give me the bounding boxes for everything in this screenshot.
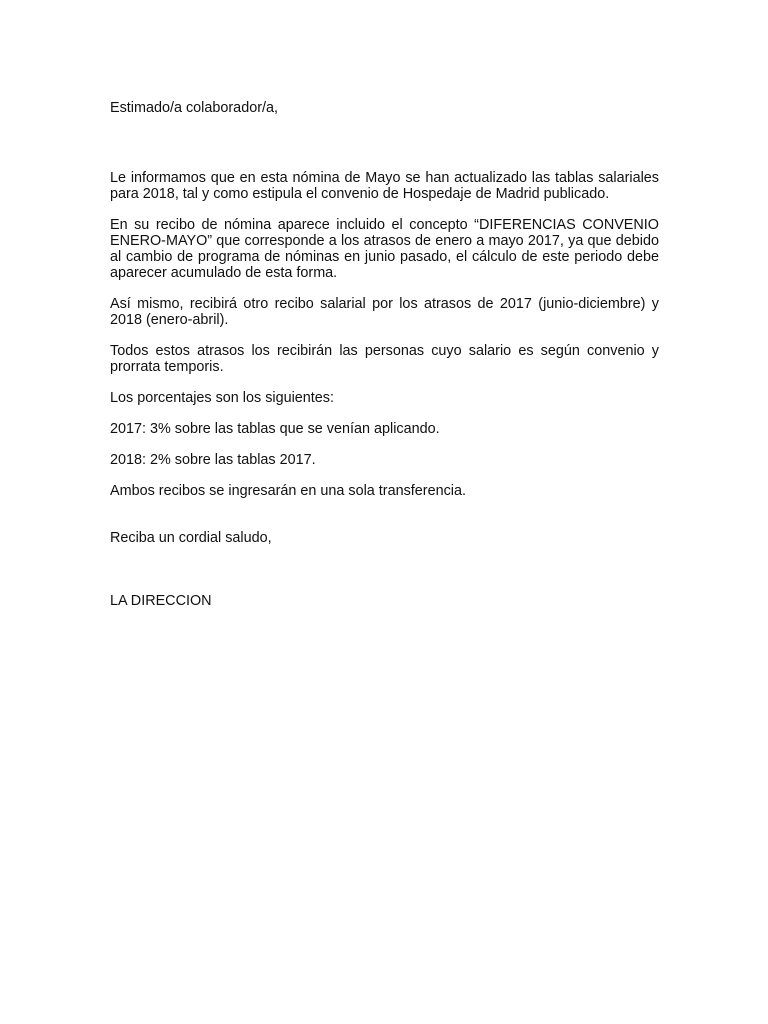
letter-closing: Reciba un cordial saludo, bbox=[110, 530, 272, 546]
paragraph-percentage-2017: 2017: 3% sobre las tablas que se venían aplicando. bbox=[110, 421, 440, 437]
paragraph-percentage-2018: 2018: 2% sobre las tablas 2017. bbox=[110, 452, 316, 468]
paragraph-percentages-intro: Los porcentajes son los siguientes: bbox=[110, 390, 334, 406]
paragraph-eligibility: Todos estos atrasos los recibirán las personas cuyo salario es según convenio y prorrata temporis. bbox=[110, 343, 659, 375]
paragraph-payslip-concept: En su recibo de nómina aparece incluido el concepto “DIFERENCIAS CONVENIO ENERO-MAYO” que corresponde a los atrasos de enero a mayo 2017, ya que debido al cambio de programa de nóminas en junio pasado, el cálculo de este periodo debe aparecer acumulado de esta forma. bbox=[110, 217, 659, 281]
letter-greeting: Estimado/a colaborador/a, bbox=[110, 100, 278, 116]
paragraph-additional-receipt: Así mismo, recibirá otro recibo salarial por los atrasos de 2017 (junio-diciembre) y 2018 (enero-abril). bbox=[110, 296, 659, 328]
letter-signature: LA DIRECCION bbox=[110, 593, 212, 609]
paragraph-transfer: Ambos recibos se ingresarán en una sola transferencia. bbox=[110, 483, 466, 499]
letter-body bbox=[110, 100, 659, 609]
paragraph-salary-tables: Le informamos que en esta nómina de Mayo se han actualizado las tablas salariales para 2018, tal y como estipula el convenio de Hospedaje de Madrid publicado. bbox=[110, 170, 659, 202]
